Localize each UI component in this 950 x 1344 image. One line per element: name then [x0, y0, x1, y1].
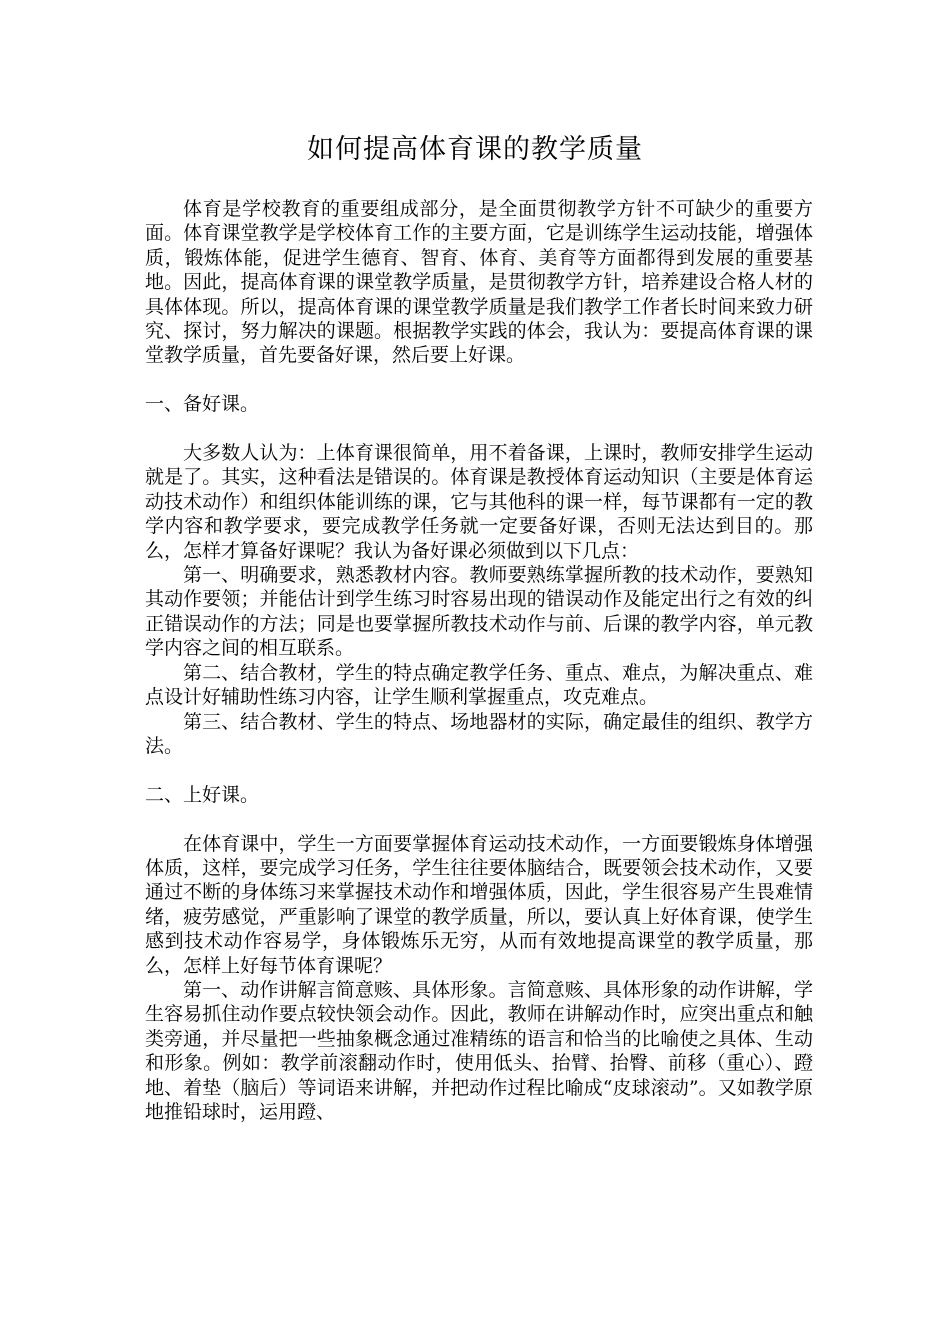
body-paragraph: 大多数人认为：上体育课很简单，用不着备课，上课时，教师安排学生运动就是了。其实，这种看法是错误的。体育课是教授体育运动知识（主要是体育运动技术动作）和组织体能训练的课，它与其他科的课一样，每节课都有一定的教学内容和教学要求，要完成教学任务就一定要备好课，否则无法达到目的。那么，怎样才算备好课呢？我认为备好课必须做到以下几点：: [145, 442, 813, 562]
paragraph-gap: [145, 417, 813, 441]
paragraph-gap: [145, 758, 813, 782]
paragraph-gap: [145, 368, 813, 392]
section-heading-teach: 二、上好课。: [145, 783, 260, 806]
intro-paragraph: 体育是学校教育的重要组成部分，是全面贯彻教学方针不可缺少的重要方面。体育课堂教学是学校体育工作的主要方面，它是训练学生运动技能，增强体质，锻炼体能，促进学生德育、智育、体育、美育等方面都得到发展的重要基地。因此，提高体育课的课堂教学质量，是贯彻教学方针，培养建设合格人材的具体体现。所以，提高体育课的课堂教学质量是我们教学工作者长时间来致力研究、探讨，努力解决的课题。根据教学实践的体会，我认为：要提高体育课的课堂教学质量，首先要备好课，然后要上好课。: [145, 198, 813, 367]
body-paragraph: 第一、动作讲解言简意赅、具体形象。言简意赅、具体形象的动作讲解，学生容易抓住动作要点较快领会动作。因此，教师在讲解动作时，应突出重点和触类旁通，并尽量把一些抽象概念通过准精练的语言和恰当的比喻使之具体、生动和形象。例如：教学前滚翻动作时，使用低头、抬臂、抬臀、前移（重心）、蹬地、着垫（脑后）等词语来讲解，并把动作过程比喻成“皮球滚动”。又如教学原地推铅球时，运用蹬、: [145, 978, 813, 1123]
document-title: 如何提高体育课的教学质量: [307, 134, 643, 165]
body-paragraph: 第三、结合教材、学生的特点、场地器材的实际，确定最佳的组织、教学方法。: [145, 710, 813, 757]
body-paragraph: 第一、明确要求，熟悉教材内容。教师要熟练掌握所教的技术动作，要熟知其动作要领；并能估计到学生练习时容易出现的错误动作及能定出行之有效的纠正错误动作的方法；同是也要掌握所教技术动作与前、后课的教学内容，单元教学内容之间的相互联系。: [145, 564, 813, 660]
body-paragraph: 在体育课中，学生一方面要掌握体育运动技术动作，一方面要锻炼身体增强体质，这样，要完成学习任务，学生往往要体脑结合，既要领会技术动作，又要通过不断的身体练习来掌握技术动作和增强体质，因此，学生很容易产生畏难情绪，疲劳感觉，严重影响了课堂的教学质量，所以，要认真上好体育课，使学生感到技术动作容易学，身体锻炼乐无穷，从而有效地提高课堂的教学质量，那么，怎样上好每节体育课呢？: [145, 832, 813, 977]
section-heading-prepare: 一、备好课。: [145, 393, 260, 416]
document-body: [145, 197, 813, 1124]
paragraph-gap: [145, 807, 813, 831]
body-paragraph: 第二、结合教材，学生的特点确定教学任务、重点、难点，为解决重点、难点设计好辅助性练习内容，让学生顺利掌握重点，攻克难点。: [145, 661, 813, 709]
